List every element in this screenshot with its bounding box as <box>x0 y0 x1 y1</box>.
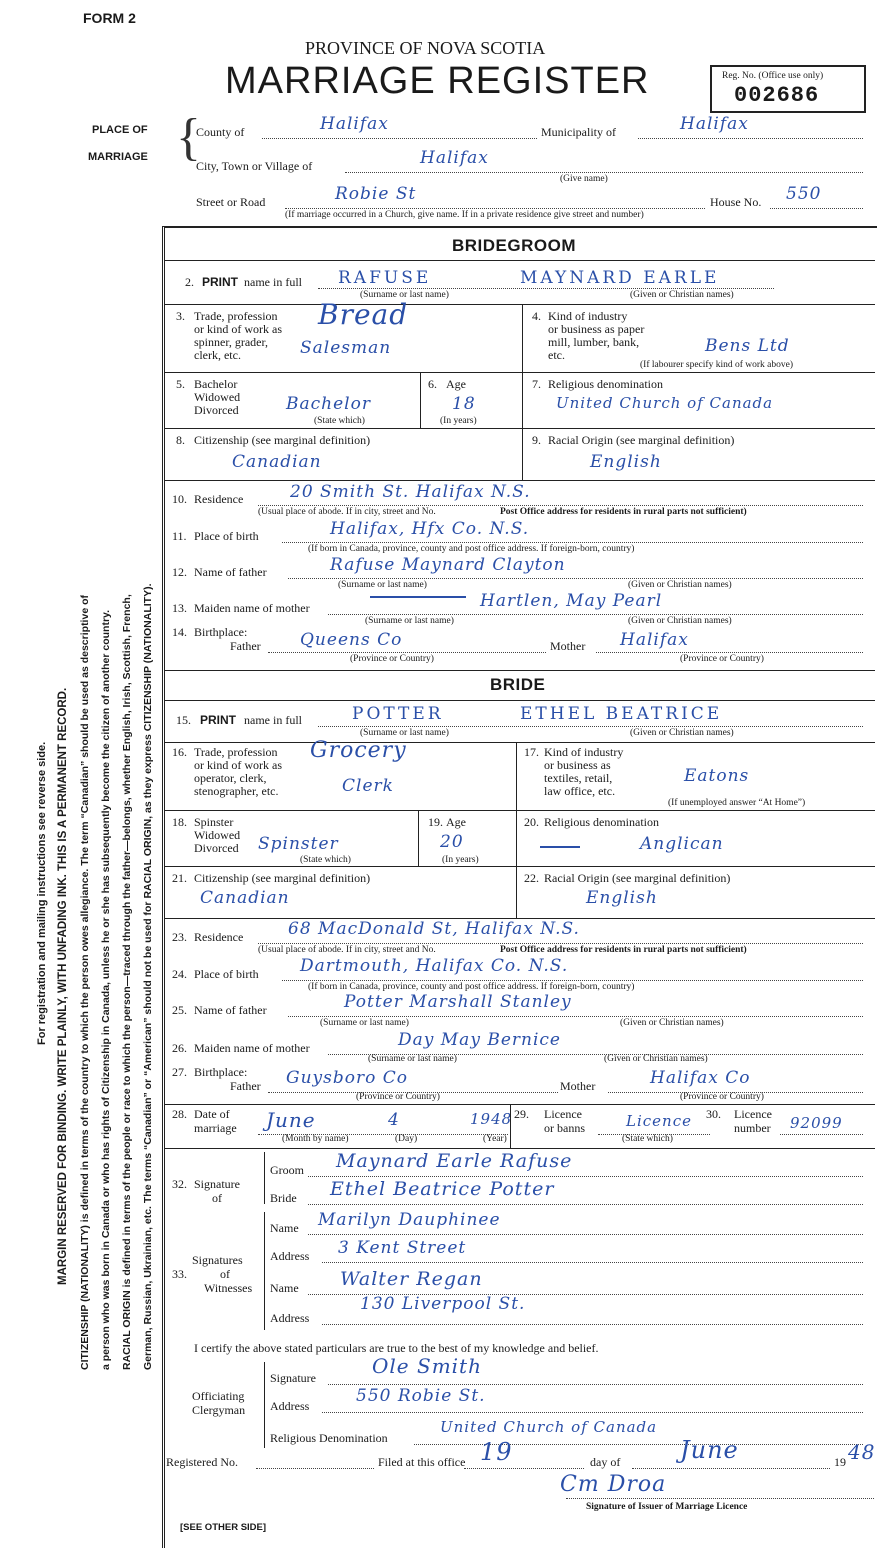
f13-num: 13. <box>172 601 187 615</box>
f30-num: 30. <box>706 1107 721 1121</box>
clergy-l2: Clergyman <box>192 1403 246 1417</box>
bride-racial: English <box>586 888 658 908</box>
f7-num: 7. <box>532 377 541 391</box>
clergy-address: 550 Robie St. <box>356 1386 486 1406</box>
marriage-month: June <box>266 1108 316 1132</box>
groom-signature: Maynard Earle Rafuse <box>336 1150 573 1172</box>
groom-racial: English <box>590 452 662 472</box>
marriage-year-caption: (Year) <box>483 1134 507 1144</box>
f18-l2: Widowed <box>194 828 241 842</box>
f7-label: Religious denomination <box>548 377 663 391</box>
groom-mother-prov-caption: (Province or Country) <box>680 654 764 664</box>
municipality-value: Halifax <box>680 114 749 134</box>
reg-number-box <box>710 65 866 113</box>
marriage-year: 1948 <box>470 1110 513 1128</box>
groom-section-heading: BRIDEGROOM <box>452 236 576 255</box>
margin-text-3: CITIZENSHIP (NATIONALITY) is defined in terms of the country to which the person owes allegiance. The term “Canadian” should be used as descriptive of <box>79 595 91 1370</box>
street-label: Street or Road <box>196 195 266 209</box>
clergy-denom-label: Religious Denomination <box>270 1431 388 1445</box>
margin-text-4: a person who was born in Canada or who has rights of Citizenship in Canada, unless he or she has subsequently become the citizen of another country. <box>100 609 112 1370</box>
f4-note: (If labourer specify kind of work above) <box>640 360 793 370</box>
issuer-caption: Signature of Issuer of Marriage Licence <box>586 1502 748 1512</box>
groom-res-caption-b: Post Office address for residents in rural parts not sufficient) <box>500 507 747 517</box>
page-title: MARRIAGE REGISTER <box>225 60 650 102</box>
certify-text: I certify the above stated particulars are true to the best of my knowledge and belief. <box>194 1341 599 1355</box>
f15-print: PRINT <box>200 713 236 727</box>
bride-res-caption-a: (Usual place of abode. If in city, street and No. <box>258 945 436 955</box>
f22-num: 22. <box>524 871 539 885</box>
groom-citizenship: Canadian <box>232 452 322 472</box>
f27-num: 27. <box>172 1065 187 1079</box>
bride-mother-surname-caption: (Surname or last name) <box>368 1054 457 1064</box>
groom-status: Bachelor <box>286 394 371 414</box>
f3-l2: or kind of work as <box>194 322 282 336</box>
f23-label: Residence <box>194 930 244 944</box>
f8-label: Citizenship (see marginal definition) <box>194 433 371 447</box>
f17-l3: textiles, retail, <box>544 771 613 785</box>
groom-mother-surname-caption: (Surname or last name) <box>365 616 454 626</box>
f12-num: 12. <box>172 565 187 579</box>
groom-in-years: (In years) <box>440 416 477 426</box>
groom-father-birthplace: Queens Co <box>300 630 403 650</box>
witness2-name: Walter Regan <box>340 1268 483 1290</box>
clergy-addr-label: Address <box>270 1399 310 1413</box>
f3-l1: Trade, profession <box>194 309 278 323</box>
f27-mother: Mother <box>560 1079 596 1093</box>
clergy-denomination: United Church of Canada <box>440 1418 658 1436</box>
groom-religion: United Church of Canada <box>556 394 774 412</box>
county-value: Halifax <box>320 114 389 134</box>
bride-sig-label: Bride <box>270 1191 297 1205</box>
bride-mother-birthplace: Halifax Co <box>650 1068 751 1088</box>
f15-num: 15. <box>176 713 191 727</box>
bride-residence: 68 MacDonald St, Halifax N.S. <box>288 919 580 939</box>
bride-mother-prov-caption: (Province or Country) <box>680 1092 764 1102</box>
margin-text-2: MARGIN RESERVED FOR BINDING. WRITE PLAINLY, WITH UNFADING INK. THIS IS A PERMANENT RECORD. <box>57 687 69 1285</box>
marriage-day-caption: (Day) <box>395 1134 418 1144</box>
licence-or-banns: Licence <box>626 1112 692 1130</box>
bride-father-birthplace: Guysboro Co <box>286 1068 408 1088</box>
f28-l2: marriage <box>194 1121 237 1135</box>
f17-l4: law office, etc. <box>544 784 616 798</box>
bride-mother: Day May Bernice <box>398 1030 561 1050</box>
f18-l1: Spinster <box>194 815 234 829</box>
witness1-address: 3 Kent Street <box>338 1238 467 1258</box>
bride-birthplace: Dartmouth, Halifax Co. N.S. <box>300 956 569 976</box>
f15-label: name in full <box>244 713 302 727</box>
f4-l4: etc. <box>548 348 565 362</box>
f21-num: 21. <box>172 871 187 885</box>
f17-num: 17. <box>524 745 539 759</box>
filed-day: 19 <box>480 1438 513 1466</box>
county-label: County of <box>196 125 245 139</box>
groom-mother: Hartlen, May Pearl <box>480 591 663 611</box>
f14-num: 14. <box>172 625 187 639</box>
clergy-l1: Officiating <box>192 1389 245 1403</box>
w2-name-label: Name <box>270 1281 299 1295</box>
issuer-signature: Cm Droa <box>560 1472 667 1497</box>
clergy-sig-label: Signature <box>270 1371 316 1385</box>
groom-mother-struck <box>370 596 466 598</box>
marriage-month-caption: (Month by name) <box>282 1134 349 1144</box>
reg-number: 002686 <box>734 83 820 108</box>
groom-mother-birthplace: Halifax <box>620 630 689 650</box>
f22-label: Racial Origin (see marginal definition) <box>544 871 731 885</box>
groom-mother-given-caption: (Given or Christian names) <box>628 616 732 626</box>
witness1-name: Marilyn Dauphinee <box>318 1210 501 1230</box>
marriage-label: MARRIAGE <box>88 151 148 163</box>
f28-num: 28. <box>172 1107 187 1121</box>
groom-given-caption: (Given or Christian names) <box>630 290 734 300</box>
reg-number-label: Reg. No. (Office use only) <box>722 71 824 81</box>
f27-label: Birthplace: <box>194 1065 248 1079</box>
f4-l1: Kind of industry <box>548 309 628 323</box>
f24-label: Place of birth <box>194 967 259 981</box>
f14-father: Father <box>230 639 261 653</box>
f17-l1: Kind of industry <box>544 745 624 759</box>
groom-father-prov-caption: (Province or Country) <box>350 654 434 664</box>
day-of-label: day of <box>590 1455 621 1469</box>
bride-state-which: (State which) <box>300 855 351 865</box>
bride-surname: POTTER <box>352 704 444 724</box>
f4-l3: mill, lumber, bank, <box>548 335 640 349</box>
form-label: FORM 2 <box>83 10 136 26</box>
groom-residence: 20 Smith St. Halifax N.S. <box>290 482 531 502</box>
marriage-day: 4 <box>388 1110 400 1130</box>
groom-res-caption-a: (Usual place of abode. If in city, street and No. <box>258 507 436 517</box>
f5-l2: Widowed <box>194 390 241 404</box>
f11-num: 11. <box>172 529 187 543</box>
bride-religion-struck <box>540 846 580 848</box>
f14-label: Birthplace: <box>194 625 248 639</box>
f17-l2: or business as <box>544 758 611 772</box>
f26-label: Maiden name of mother <box>194 1041 310 1055</box>
f29-l2: or banns <box>544 1121 585 1135</box>
margin-text-5: RACIAL ORIGIN is defined in terms of the people or race to which the person—traced through the father—belongs, whether English, Irish, Scottish, French, <box>121 594 133 1370</box>
bride-signature: Ethel Beatrice Potter <box>330 1178 555 1200</box>
f10-num: 10. <box>172 492 187 506</box>
year-prefix: 19 <box>834 1455 846 1469</box>
margin-text-6: German, Russian, Ukrainian, etc. The terms “Canadian” or “American” should not be used for RACIAL ORIGIN, as they express CITIZENSHIP (NATIONALITY). <box>142 583 154 1370</box>
f19-label: Age <box>446 815 466 829</box>
groom-given-names: MAYNARD EARLE <box>520 268 720 288</box>
place-brace: { <box>176 109 201 166</box>
f16-l1: Trade, profession <box>194 745 278 759</box>
f10-label: Residence <box>194 492 244 506</box>
f21-label: Citizenship (see marginal definition) <box>194 871 371 885</box>
f20-label: Religious denomination <box>544 815 659 829</box>
province-heading: PROVINCE OF NOVA SCOTIA <box>305 38 546 58</box>
clergy-signature: Ole Smith <box>372 1354 482 1378</box>
w1-name-label: Name <box>270 1221 299 1235</box>
f2-num: 2. <box>185 275 194 289</box>
f5-l3: Divorced <box>194 403 239 417</box>
groom-father: Rafuse Maynard Clayton <box>330 555 566 575</box>
bride-res-caption-b: Post Office address for residents in rural parts not sufficient) <box>500 945 747 955</box>
f6-label: Age <box>446 377 466 391</box>
f2-print: PRINT <box>202 275 238 289</box>
bride-age: 20 <box>440 832 464 852</box>
city-label: City, Town or Village of <box>196 159 313 173</box>
bride-status: Spinster <box>258 834 339 854</box>
groom-industry: Bens Ltd <box>705 336 790 356</box>
groom-birthplace: Halifax, Hfx Co. N.S. <box>330 519 530 539</box>
bride-in-years: (In years) <box>442 855 479 865</box>
bride-given-names: ETHEL BEATRICE <box>520 704 723 724</box>
bride-section-heading: BRIDE <box>490 675 546 694</box>
f4-num: 4. <box>532 309 541 323</box>
f13-label: Maiden name of mother <box>194 601 310 615</box>
f30-l1: Licence <box>734 1107 772 1121</box>
groom-father-surname-caption: (Surname or last name) <box>338 580 427 590</box>
f29-l1: Licence <box>544 1107 582 1121</box>
filed-month: June <box>680 1436 739 1464</box>
municipality-label: Municipality of <box>541 125 616 139</box>
bride-given-caption: (Given or Christian names) <box>630 728 734 738</box>
f17-note: (If unemployed answer “At Home”) <box>668 798 806 808</box>
bride-father-given-caption: (Given or Christian names) <box>620 1018 724 1028</box>
bride-birth-caption: (If born in Canada, province, county and post office address. If foreign-born, country) <box>308 982 635 992</box>
f16-num: 16. <box>172 745 187 759</box>
f3-l3: spinner, grader, <box>194 335 269 349</box>
bride-father-prov-caption: (Province or Country) <box>356 1092 440 1102</box>
bride-trade-1: Grocery <box>310 738 407 763</box>
licence-number: 92099 <box>790 1114 843 1132</box>
f16-l2: or kind of work as <box>194 758 282 772</box>
f33-l1: Signatures <box>192 1253 243 1267</box>
groom-father-given-caption: (Given or Christian names) <box>628 580 732 590</box>
licence-state-which: (State which) <box>622 1134 673 1144</box>
f27-father: Father <box>230 1079 261 1093</box>
filed-label: Filed at this office <box>378 1455 466 1469</box>
groom-sig-label: Groom <box>270 1163 304 1177</box>
bride-religion: Anglican <box>640 834 724 854</box>
f16-l4: stenographer, etc. <box>194 784 279 798</box>
f4-l2: or business as paper <box>548 322 645 336</box>
f32-num: 32. <box>172 1177 187 1191</box>
bride-trade-2: Clerk <box>342 776 394 796</box>
f5-l1: Bachelor <box>194 377 238 391</box>
f16-l3: operator, clerk, <box>194 771 267 785</box>
give-name-caption: (Give name) <box>560 174 608 184</box>
f6-num: 6. <box>428 377 437 391</box>
f33-l2: of <box>220 1267 230 1281</box>
f26-num: 26. <box>172 1041 187 1055</box>
f28-l1: Date of <box>194 1107 230 1121</box>
f32-l1: Signature <box>194 1177 240 1191</box>
house-value: 550 <box>786 184 822 204</box>
groom-state-which: (State which) <box>314 416 365 426</box>
f25-num: 25. <box>172 1003 187 1017</box>
f9-label: Racial Origin (see marginal definition) <box>548 433 735 447</box>
f30-l2: number <box>734 1121 771 1135</box>
f5-num: 5. <box>176 377 185 391</box>
groom-birth-caption: (If born in Canada, province, county and post office address. If foreign-born, country) <box>308 544 635 554</box>
groom-surname: RAFUSE <box>338 268 432 288</box>
f24-num: 24. <box>172 967 187 981</box>
f2-label: name in full <box>244 275 302 289</box>
w1-address-label: Address <box>270 1249 310 1263</box>
f33-l3: Witnesses <box>204 1281 253 1295</box>
f33-num: 33. <box>172 1267 187 1281</box>
f32-l2: of <box>212 1191 222 1205</box>
groom-trade-2: Salesman <box>300 338 392 358</box>
city-value: Halifax <box>420 148 489 168</box>
f20-num: 20. <box>524 815 539 829</box>
f3-l4: clerk, etc. <box>194 348 241 362</box>
w2-address-label: Address <box>270 1311 310 1325</box>
groom-surname-caption: (Surname or last name) <box>360 290 449 300</box>
f29-num: 29. <box>514 1107 529 1121</box>
margin-text-1: For registration and mailing instructions see reverse side. <box>36 741 48 1045</box>
f3-num: 3. <box>176 309 185 323</box>
bride-surname-caption: (Surname or last name) <box>360 728 449 738</box>
see-other-side: [SEE OTHER SIDE] <box>180 1522 267 1533</box>
street-value: Robie St <box>335 184 417 204</box>
groom-age: 18 <box>452 394 476 414</box>
house-label: House No. <box>710 195 762 209</box>
street-note: (If marriage occurred in a Church, give name. If in a private residence give street and number) <box>285 210 644 220</box>
bride-citizenship: Canadian <box>200 888 290 908</box>
place-of-label: PLACE OF <box>92 124 148 136</box>
f19-num: 19. <box>428 815 443 829</box>
bride-father: Potter Marshall Stanley <box>344 992 572 1012</box>
registered-label: Registered No. <box>166 1455 238 1469</box>
bride-industry: Eatons <box>684 766 750 786</box>
f9-num: 9. <box>532 433 541 447</box>
bride-mother-given-caption: (Given or Christian names) <box>604 1054 708 1064</box>
bride-father-surname-caption: (Surname or last name) <box>320 1018 409 1028</box>
f23-num: 23. <box>172 930 187 944</box>
filed-year: 48 <box>848 1440 876 1464</box>
f14-mother: Mother <box>550 639 586 653</box>
groom-trade-1: Bread <box>318 298 409 331</box>
f8-num: 8. <box>176 433 185 447</box>
witness2-address: 130 Liverpool St. <box>360 1294 526 1314</box>
f25-label: Name of father <box>194 1003 267 1017</box>
f18-l3: Divorced <box>194 841 239 855</box>
f12-label: Name of father <box>194 565 267 579</box>
f18-num: 18. <box>172 815 187 829</box>
f11-label: Place of birth <box>194 529 259 543</box>
